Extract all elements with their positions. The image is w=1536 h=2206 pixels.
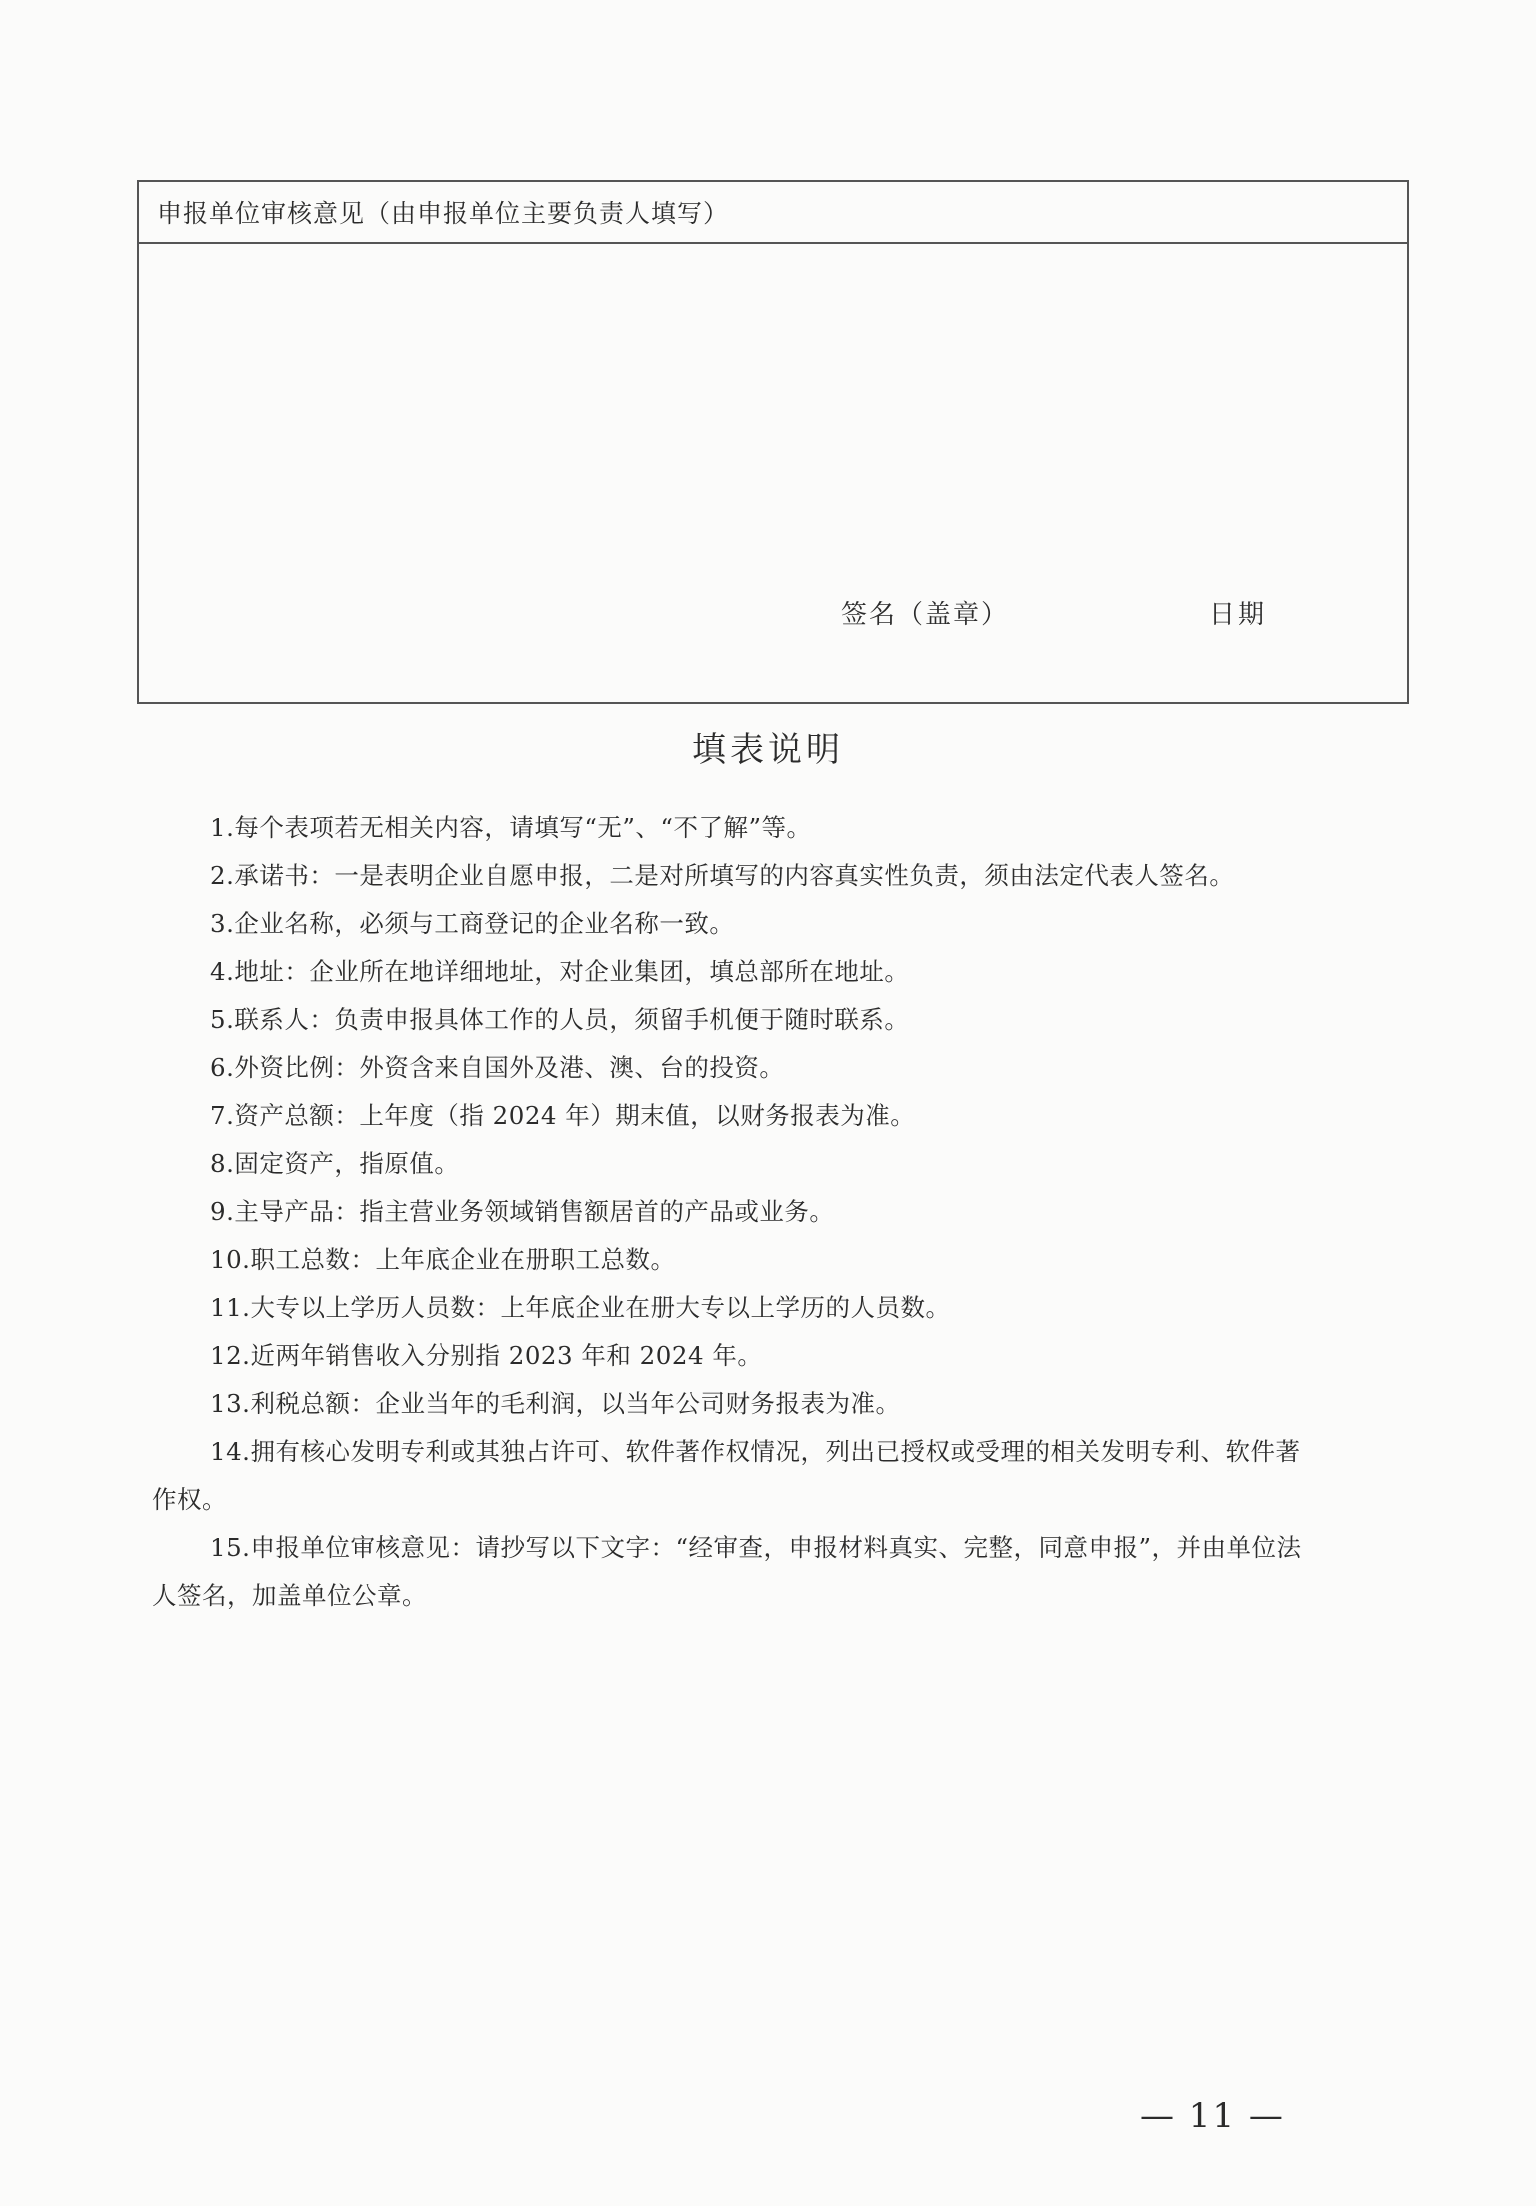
note-item: 5.联系人：负责申报具体工作的人员，须留手机便于随时联系。 — [210, 1005, 910, 1034]
note-item: 1.每个表项若无相关内容，请填写“无”、“不了解”等。 — [210, 813, 812, 842]
note-item: 2.承诺书：一是表明企业自愿申报，二是对所填写的内容真实性负责，须由法定代表人签名。 — [210, 861, 1235, 890]
note-item: 10.职工总数：上年底企业在册职工总数。 — [210, 1245, 676, 1274]
note-item: 8.固定资产，指原值。 — [210, 1149, 460, 1178]
note-item: 9.主导产品：指主营业务领域销售额居首的产品或业务。 — [210, 1197, 835, 1226]
notes-list — [152, 804, 1306, 1620]
note-item: 12.近两年销售收入分别指 2023 年和 2024 年。 — [210, 1341, 763, 1370]
note-item: 3.企业名称，必须与工商登记的企业名称一致。 — [210, 909, 735, 938]
note-item: 13.利税总额：企业当年的毛利润，以当年公司财务报表为准。 — [210, 1389, 901, 1418]
review-header: 申报单位审核意见（由申报单位主要负责人填写） — [139, 182, 1407, 244]
note-item: 4.地址：企业所在地详细地址，对企业集团，填总部所在地址。 — [210, 957, 910, 986]
notes-title: 填表说明 — [692, 730, 844, 770]
note-item: 7.资产总额：上年度（指 2024 年）期末值，以财务报表为准。 — [210, 1101, 916, 1130]
note-item: 15.申报单位审核意见：请抄写以下文字：“经审查，申报材料真实、完整，同意申报”，并由单位法人签名，加盖单位公章。 — [152, 1533, 1302, 1610]
signature-label: 签名（盖章） — [841, 600, 1010, 630]
note-item: 14.拥有核心发明专利或其独占许可、软件著作权情况，列出已授权或受理的相关发明专利、软件著作权。 — [152, 1437, 1301, 1514]
date-label: 日期 — [1209, 600, 1268, 630]
note-item: 11.大专以上学历人员数：上年底企业在册大专以上学历的人员数。 — [210, 1293, 951, 1322]
review-opinion-box — [137, 180, 1409, 704]
note-item: 6.外资比例：外资含来自国外及港、澳、台的投资。 — [210, 1053, 785, 1082]
page-number: — 11 — — [1140, 2096, 1285, 2136]
